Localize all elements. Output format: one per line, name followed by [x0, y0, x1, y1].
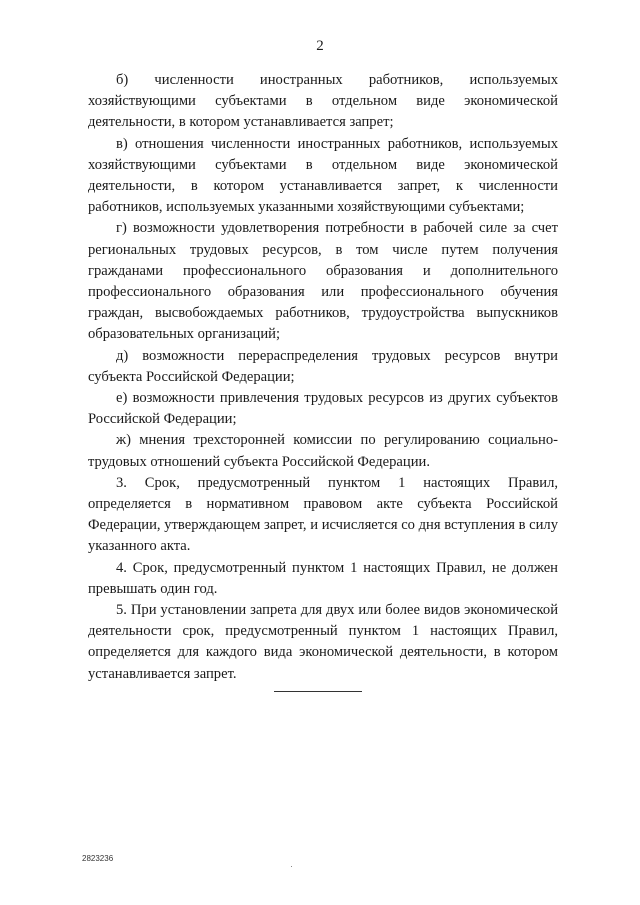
- paragraph-clause-4: 4. Срок, предусмотренный пунктом 1 настоящих Правил, не должен превышать один год.: [88, 559, 558, 597]
- paragraph-item-g: г) возможности удовлетворения потребности в рабочей силе за счет региональных трудовых ресурсов, в том числе путем получения гражданами профессионального образования и дополнительного профессионального образования или профессионального обучения граждан, высвобождаемых работников, трудоустройства выпускников образовательных организаций;: [88, 220, 558, 343]
- paragraph-clause-3: 3. Срок, предусмотренный пунктом 1 настоящих Правил, определяется в нормативном правовом акте субъекта Российской Федерации, утверждающем запрет, и исчисляется со дня вступления в силу указанного акта.: [88, 474, 558, 555]
- paragraph-item-v: в) отношения численности иностранных работников, используемых хозяйствующими субъектами в отдельном виде экономической деятельности, в котором устанавливается запрет, к численности работников, используемых указанными хозяйствующими субъектами;: [88, 135, 558, 216]
- paragraph-item-zh: ж) мнения трехсторонней комиссии по регулированию социально-трудовых отношений субъекта Российской Федерации.: [88, 432, 558, 470]
- document-body: [88, 70, 558, 685]
- paragraph-item-d: д) возможности перераспределения трудовых ресурсов внутри субъекта Российской Федерации;: [88, 347, 558, 385]
- document-code: 2823236: [82, 854, 114, 863]
- paragraph-item-e: е) возможности привлечения трудовых ресурсов из других субъектов Российской Федерации;: [88, 390, 558, 428]
- paragraph-clause-5: 5. При установлении запрета для двух или более видов экономической деятельности срок, предусмотренный пунктом 1 настоящих Правил, определяется для каждого вида экономической деятельности, в котором устанавливается запрет.: [88, 602, 558, 682]
- scan-speck: [291, 866, 292, 867]
- paragraph-item-b: б) численности иностранных работников, используемых хозяйствующими субъектами в отдельном виде экономической деятельности, в котором устанавливается запрет;: [88, 72, 558, 131]
- end-divider: [274, 691, 362, 692]
- page-number: 2: [316, 38, 324, 54]
